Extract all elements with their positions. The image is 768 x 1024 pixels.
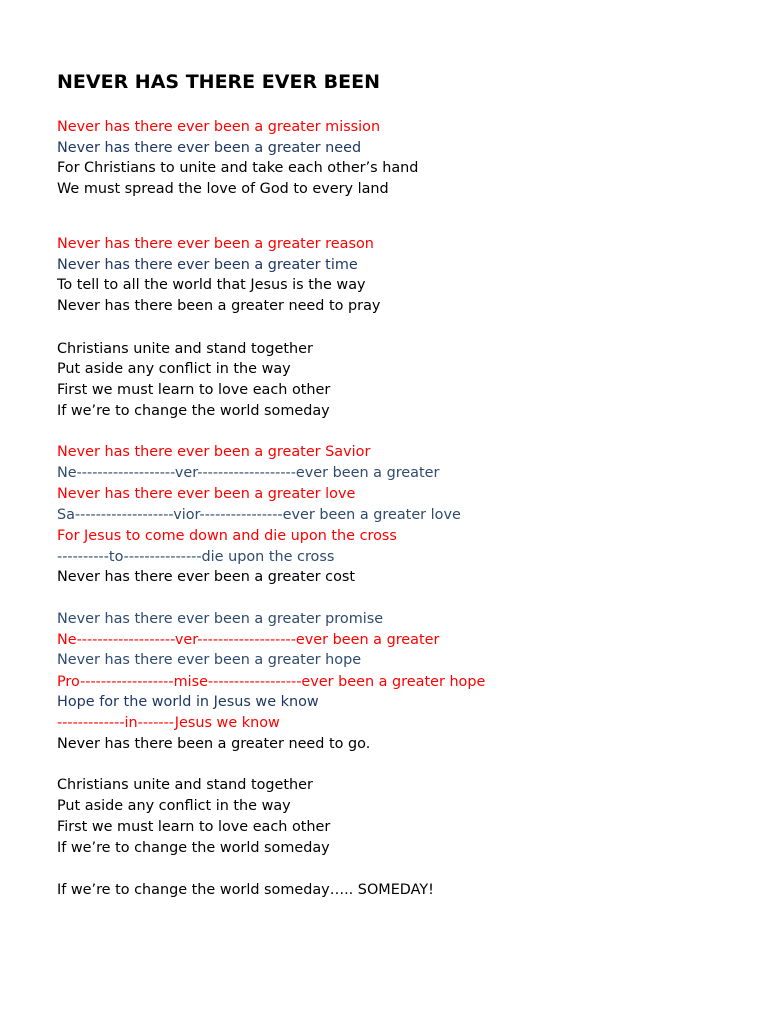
chorus2-line2: Put aside any conflict in the way — [57, 798, 291, 814]
verse1-line4: We must spread the love of God to every land — [57, 181, 389, 197]
verse4-line3: Never has there ever been a greater hope — [57, 652, 362, 668]
verse3-line3: Never has there ever been a greater love — [57, 486, 356, 502]
verse4-line1: Never has there ever been a greater promise — [57, 611, 384, 627]
verse1-line1: Never has there ever been a greater mission — [57, 119, 381, 135]
verse3-line5: For Jesus to come down and die upon the cross — [57, 528, 397, 544]
verse4-line7: Never has there been a greater need to go. — [57, 736, 371, 752]
chorus1-line3: First we must learn to love each other — [57, 382, 331, 398]
verse4-line6: -------------in-------Jesus we know — [57, 715, 280, 731]
verse4-line4: Pro------------------mise------------------ever been a greater hope — [57, 674, 486, 690]
verse2-line3: To tell to all the world that Jesus is the way — [57, 277, 366, 293]
verse1-line2: Never has there ever been a greater need — [57, 140, 362, 156]
chorus2-line1: Christians unite and stand together — [57, 777, 313, 793]
verse2-line1: Never has there ever been a greater reason — [57, 236, 374, 252]
verse3-line4: Sa-------------------vior----------------ever been a greater love — [57, 507, 461, 523]
verse3-line1: Never has there ever been a greater Savior — [57, 444, 371, 460]
chorus1-line4: If we’re to change the world someday — [57, 403, 330, 419]
verse3-line6: ----------to---------------die upon the cross — [57, 549, 335, 565]
chorus2-line4: If we’re to change the world someday — [57, 840, 330, 856]
verse3-line7: Never has there ever been a greater cost — [57, 569, 356, 585]
verse4-line5: Hope for the world in Jesus we know — [57, 694, 319, 710]
verse4-line2: Ne-------------------ver-------------------ever been a greater — [57, 632, 440, 648]
song-title: NEVER HAS THERE EVER BEEN — [57, 71, 381, 93]
verse1-line3: For Christians to unite and take each other’s hand — [57, 160, 419, 176]
chorus1-line1: Christians unite and stand together — [57, 341, 313, 357]
verse2-line4: Never has there been a greater need to pray — [57, 298, 381, 314]
verse2-line2: Never has there ever been a greater time — [57, 257, 358, 273]
chorus2-line3: First we must learn to love each other — [57, 819, 331, 835]
ending-line: If we’re to change the world someday….. SOMEDAY! — [57, 882, 434, 898]
verse3-line2: Ne-------------------ver-------------------ever been a greater — [57, 465, 440, 481]
chorus1-line2: Put aside any conflict in the way — [57, 361, 291, 377]
